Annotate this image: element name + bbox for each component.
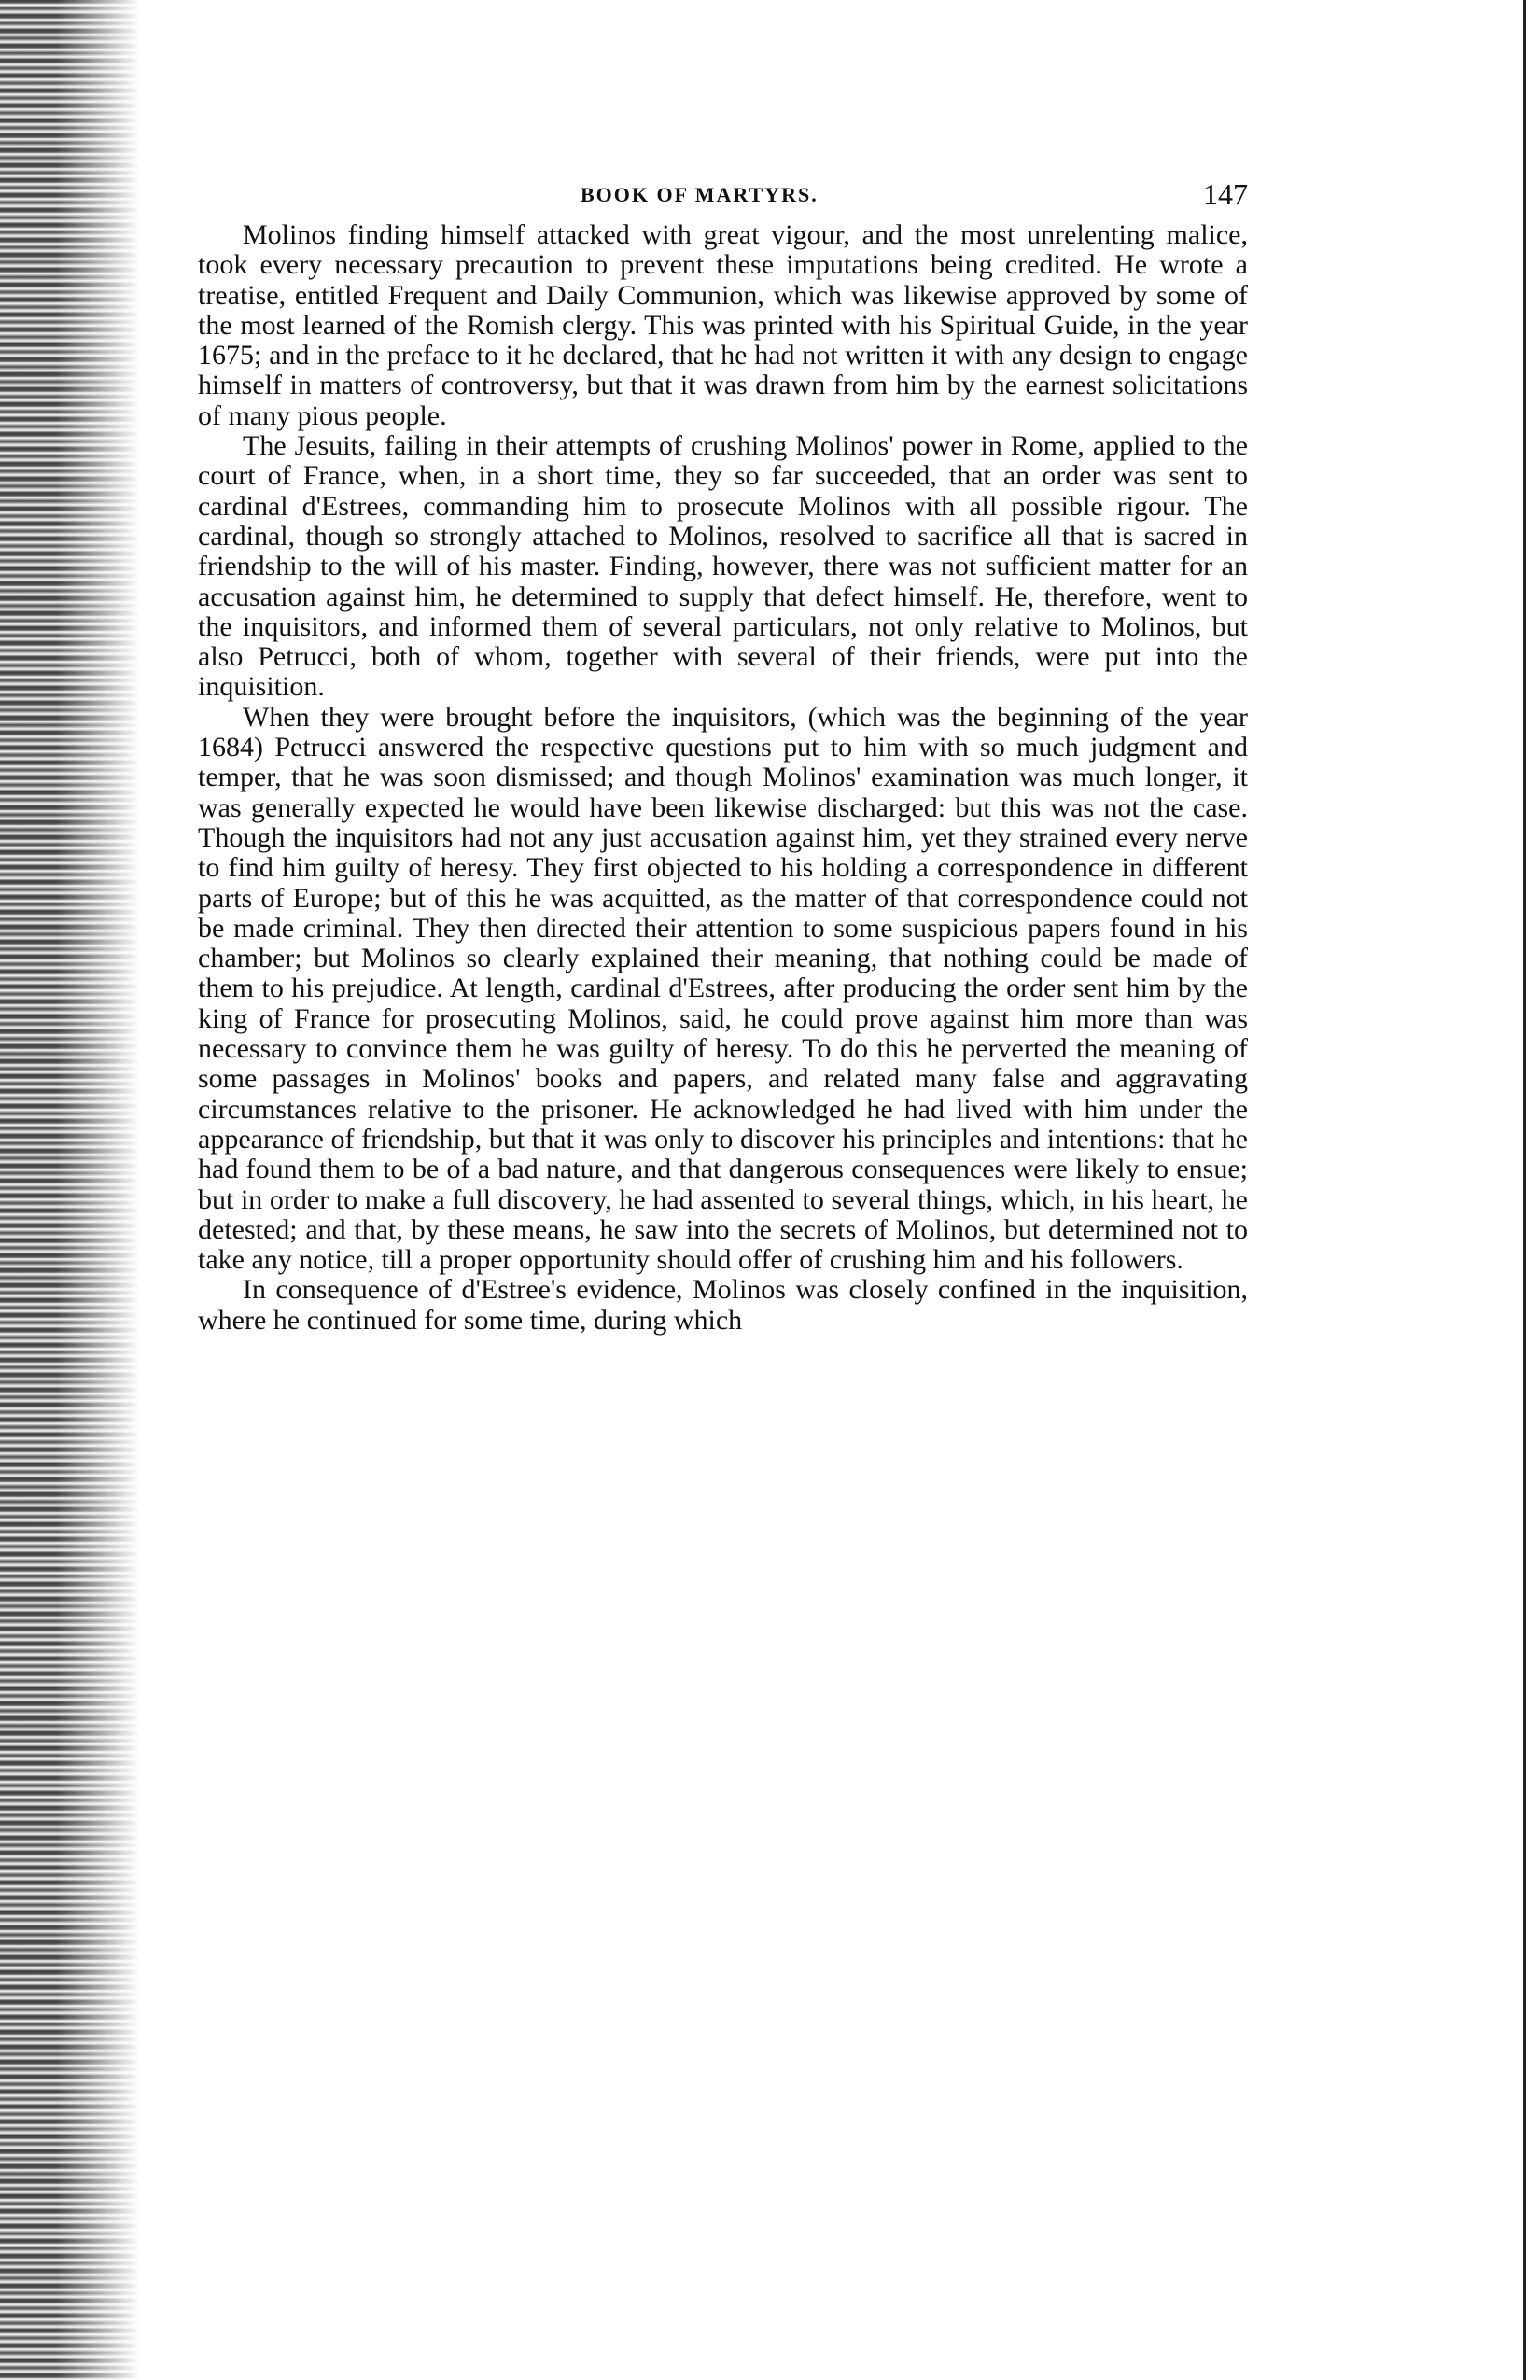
paragraph: The Jesuits, failing in their attempts of crushing Molinos' power in Rome, applied to the court of France, when, in a short time, they so far succeeded, that an order was sent to cardinal d'Estrees, commanding him to prosecute Molinos with all possible rigour. The cardinal, though so strongly attached to Molinos, resolved to sacrifice all that is sacred in friendship to the will of his master. Finding, however, there was not sufficient matter for an accusation against him, he determined to supply that defect himself. He, therefore, went to the inquisitors, and informed them of several particulars, not only relative to Molinos, but also Petrucci, both of whom, together with several of their friends, were put into the inquisition. (198, 430, 1248, 703)
body-text (198, 220, 1248, 1336)
book-page (198, 177, 1248, 1336)
paragraph: Molinos finding himself attacked with great vigour, and the most unrelenting malice, took every necessary precaution to prevent these imputations being credited. He wrote a treatise, entitled Frequent and Daily Communion, which was likewise approved by some of the most learned of the Romish clergy. This was printed with his Spiritual Guide, in the year 1675; and in the preface to it he declared, that he had not written it with any design to engage himself in matters of controversy, but that it was drawn from him by the earnest solicitations of many pious people. (198, 219, 1248, 431)
scanned-page-edge (0, 0, 140, 2380)
paragraph: When they were brought before the inquisitors, (which was the beginning of the year 1684) Petrucci answered the respective questions put to him with so much judgment and temper, that he was soon dismissed; and though Molinos' examination was much longer, it was generally expected he would have been likewise discharged: but this was not the case. Though the inquisitors had not any just accusation against him, yet they strained every nerve to find him guilty of heresy. They first objected to his holding a correspondence in different parts of Europe; but of this he was acquitted, as the matter of that correspondence could not be made criminal. They then directed their attention to some suspicious papers found in his chamber; but Molinos so clearly explained their meaning, that nothing could be made of them to his prejudice. At length, cardinal d'Estrees, after producing the order sent him by the king of France for prosecuting Molinos, said, he could prove against him more than was necessary to convince them he was guilty of heresy. To do this he perverted the meaning of some passages in Molinos' books and papers, and related many false and aggravating circumstances relative to the prisoner. He acknowledged he had lived with him under the appearance of friendship, but that it was only to discover his principles and intentions: that he had found them to be of a bad nature, and that dangerous consequences were likely to ensue; but in order to make a full discovery, he had assented to several things, which, in his heart, he detested; and that, by these means, he saw into the secrets of Molinos, but determined not to take any notice, till a proper opportunity should offer of crushing him and his followers. (198, 701, 1248, 1276)
page-header (198, 177, 1248, 220)
page-border-rule (1523, 0, 1526, 2380)
running-head: BOOK OF MARTYRS. (581, 183, 819, 206)
page-number: 147 (1203, 177, 1248, 211)
paragraph: In consequence of d'Estree's evidence, Molinos was closely confined in the inquisition, where he continued for some time, during which (198, 1274, 1248, 1336)
